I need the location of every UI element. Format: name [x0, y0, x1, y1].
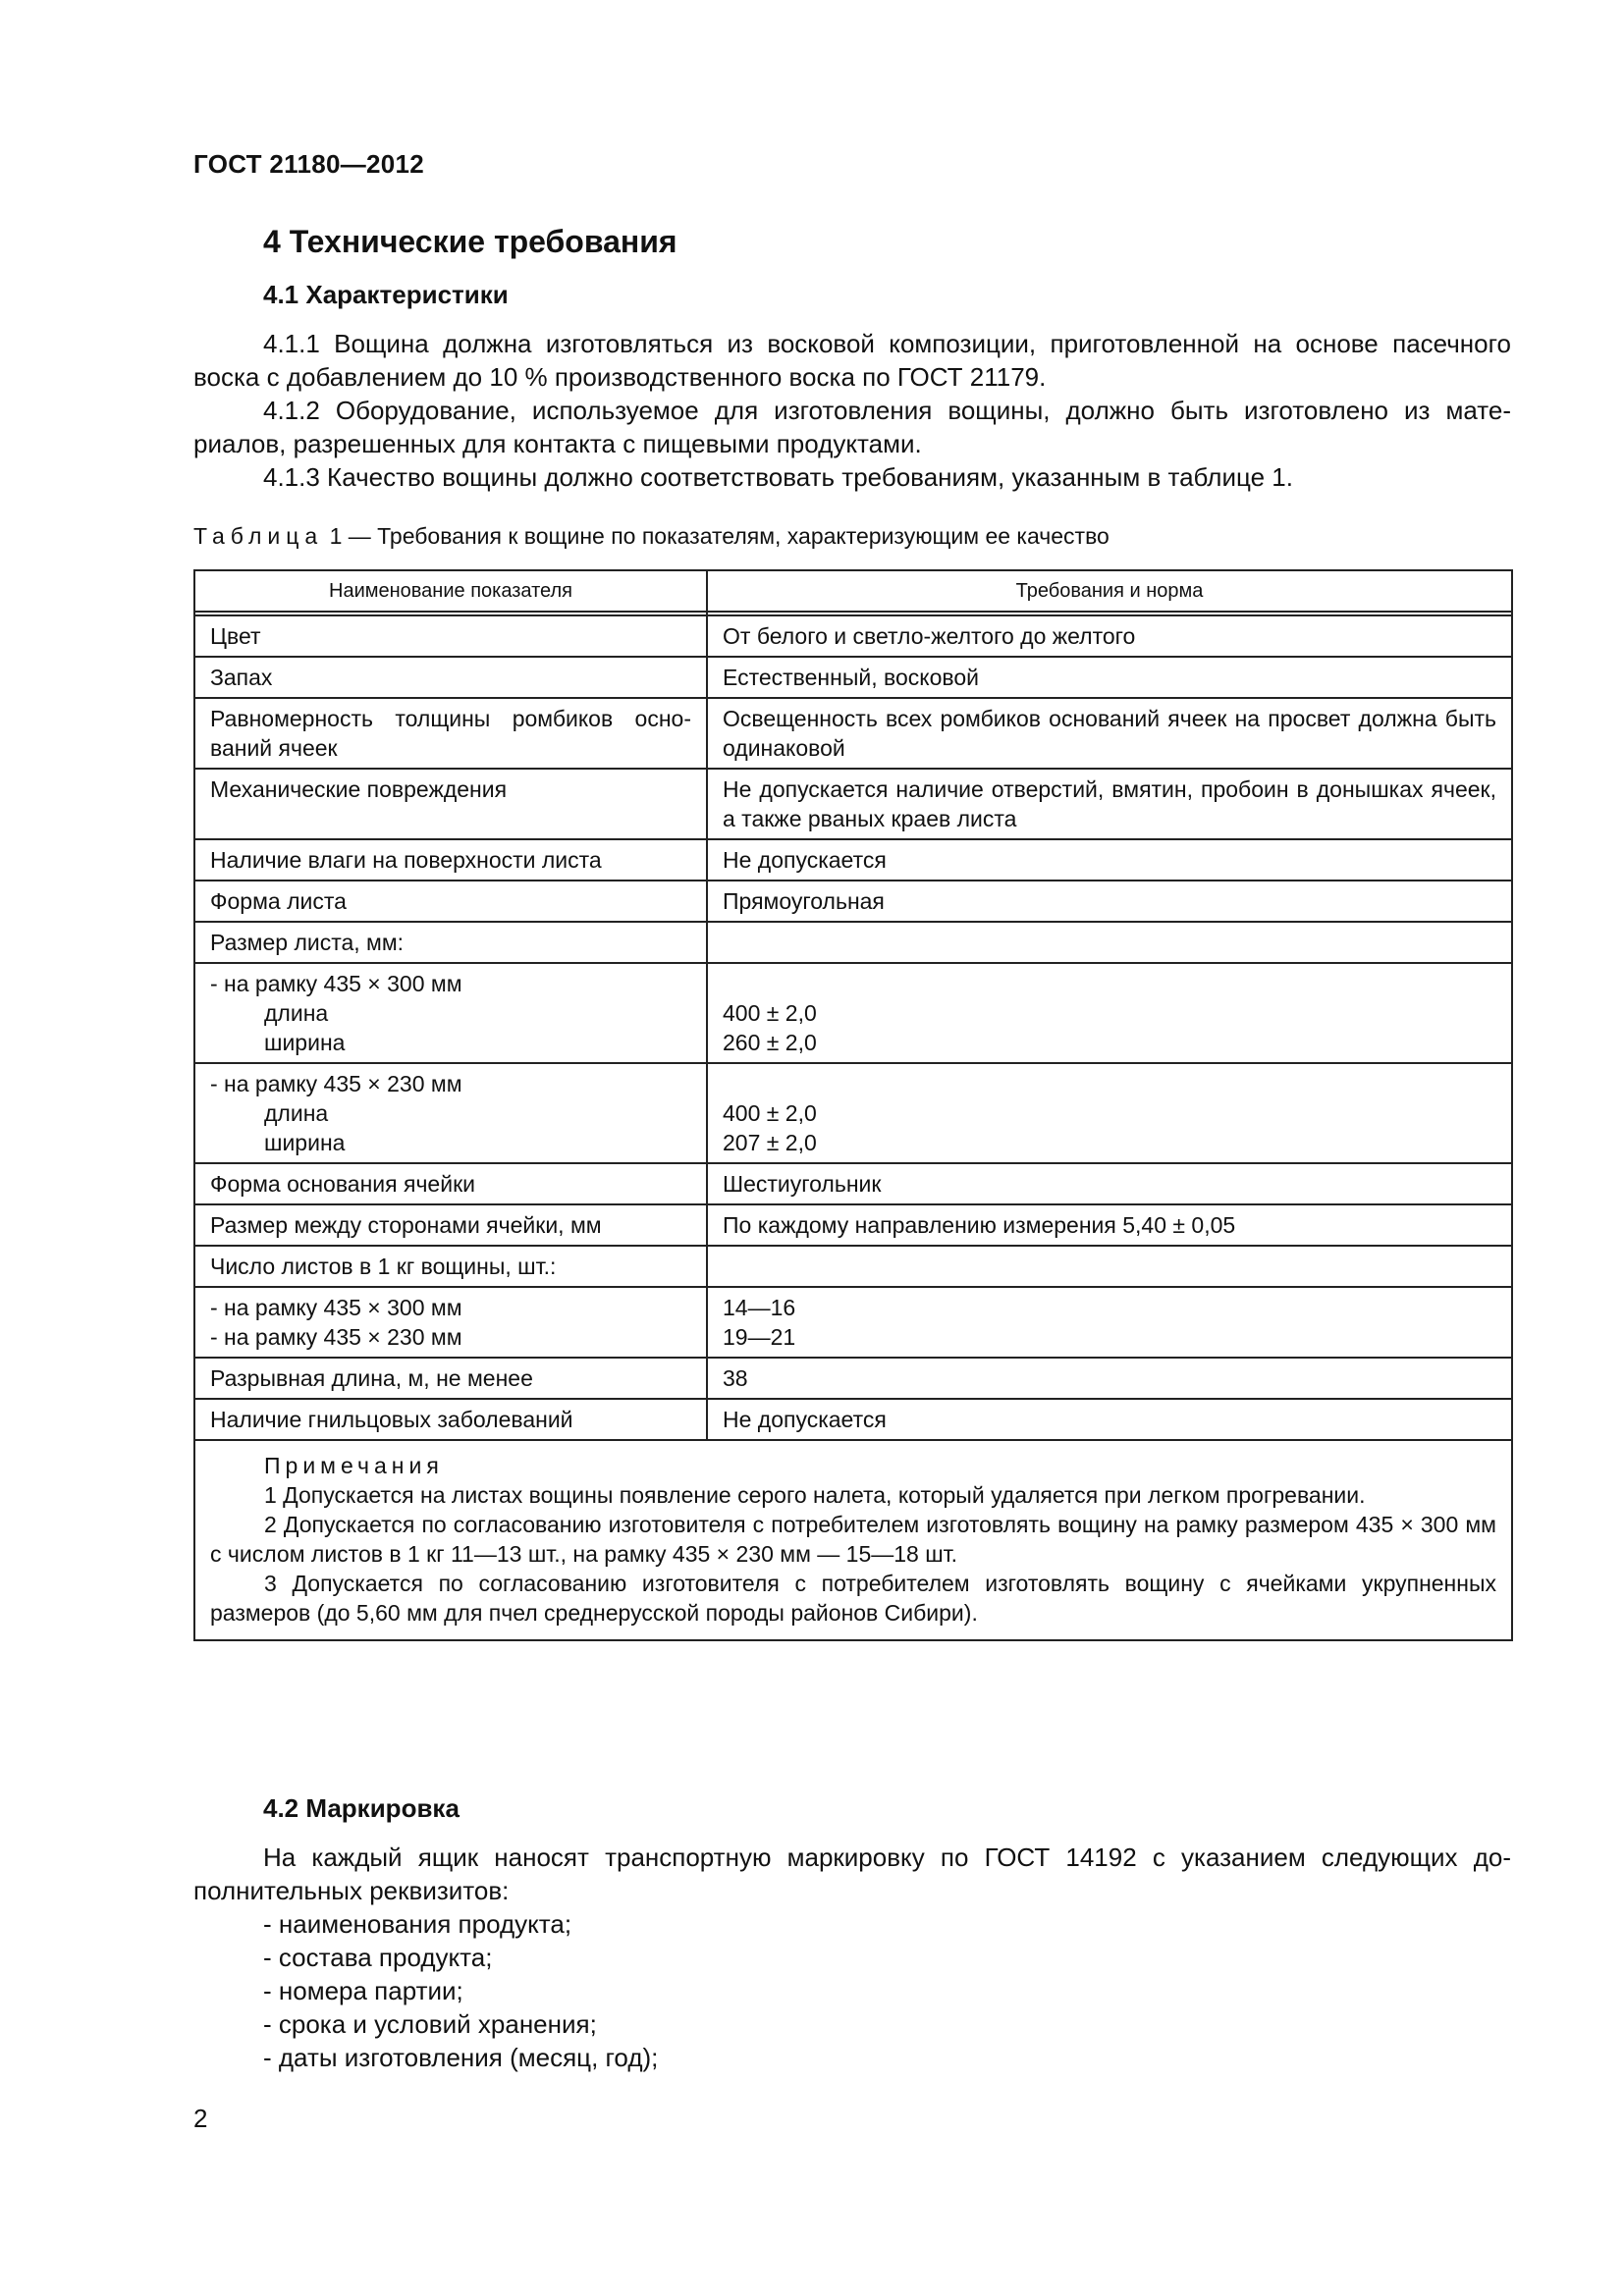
indicator-cell: Форма листа: [194, 881, 707, 922]
table-notes-row: [194, 1440, 1512, 1640]
subsection-title-marking: 4.2 Маркировка: [263, 1793, 460, 1823]
note-3: 3 Допускается по согласованию изготовителя с потребителем изготовлять вощину с ячейками укрупненных размеров (до 5,60 мм для пчел среднерусской породы районов Сибири).: [210, 1571, 1496, 1626]
marking-list-item: - наименования продукта;: [263, 1909, 572, 1939]
column-header-requirement: Требования и норма: [707, 570, 1512, 612]
requirement-cell: [707, 1063, 1512, 1163]
requirement-cell: [707, 1287, 1512, 1358]
count-value: 19—21: [723, 1324, 796, 1350]
indicator-cell: [194, 1063, 707, 1163]
table-caption-text: 1 — Требования к вощине по показателям, характеризующим ее качество: [323, 523, 1110, 549]
frame-label: - на рамку 435 × 230 мм: [210, 1324, 462, 1350]
indicator-cell: Число листов в 1 кг вощины, шт.:: [194, 1246, 707, 1287]
table-row: [194, 881, 1512, 922]
requirement-cell: Прямоугольная: [707, 881, 1512, 922]
length-value: 400 ± 2,0: [723, 1000, 817, 1026]
count-value: 14—16: [723, 1295, 796, 1320]
indicator-cell: [194, 963, 707, 1063]
note-1: 1 Допускается на листах вощины появление серого налета, который удаляется при легком прогревании.: [264, 1482, 1366, 1508]
table-caption-label: Таблица: [193, 523, 324, 549]
table-row: [194, 922, 1512, 963]
requirement-cell: Шестиугольник: [707, 1163, 1512, 1204]
indicator-cell: Запах: [194, 657, 707, 698]
indicator-cell: Наличие влаги на поверхности листа: [194, 839, 707, 881]
width-value: 207 ± 2,0: [723, 1130, 817, 1155]
indicator-cell: Наличие гнильцовых заболеваний: [194, 1399, 707, 1440]
requirement-cell: От белого и светло-желтого до желтого: [707, 615, 1512, 657]
marking-list-item: - состава продукта;: [263, 1943, 493, 1972]
marking-list-item: - номера партии;: [263, 1976, 463, 2005]
width-label: ширина: [264, 1030, 346, 1055]
table-row: [194, 769, 1512, 839]
table-header-row: [194, 570, 1512, 612]
table-caption: [193, 523, 1110, 550]
subsection-title-characteristics: 4.1 Характеристики: [263, 280, 509, 309]
paragraph-4-1-3-text: 4.1.3 Качество вощины должно соответствовать требованиям, указанным в таблице 1.: [263, 462, 1293, 492]
table-row: [194, 1399, 1512, 1440]
width-value: 260 ± 2,0: [723, 1030, 817, 1055]
table-row-frame-435x230-size: [194, 1063, 1512, 1163]
marking-list-item: - срока и условий хранения;: [263, 2009, 597, 2039]
paragraph-4-1-2: [193, 394, 1511, 460]
width-label: ширина: [264, 1130, 346, 1155]
paragraph-4-1-3: [193, 460, 1511, 494]
table-row: [194, 1204, 1512, 1246]
indicator-cell: Цвет: [194, 615, 707, 657]
table-row: [194, 615, 1512, 657]
paragraph-4-1-2-text: 4.1.2 Оборудование, используемое для изготовления вощины, должно быть изготовлено из мате- риалов, разрешенных для контакта с пищевыми продуктами.: [193, 396, 1511, 458]
frame-label: - на рамку 435 × 300 мм: [210, 971, 462, 996]
requirement-cell: По каждому направлению измерения 5,40 ± 0,05: [707, 1204, 1512, 1246]
indicator-cell: Механические повреждения: [194, 769, 707, 839]
column-header-indicator: Наименование показателя: [194, 570, 707, 612]
marking-list-item: - даты изготовления (месяц, год);: [263, 2043, 659, 2072]
length-value: 400 ± 2,0: [723, 1100, 817, 1126]
table-notes: [194, 1440, 1512, 1640]
indicator-cell: Размер листа, мм:: [194, 922, 707, 963]
table-row-sheet-count: [194, 1287, 1512, 1358]
notes-title: Примечания: [264, 1453, 444, 1478]
requirement-cell: Не допускается: [707, 839, 1512, 881]
table-row: [194, 1358, 1512, 1399]
length-label: длина: [264, 1100, 329, 1126]
requirement-cell: [707, 1246, 1512, 1287]
requirement-cell: Естественный, восковой: [707, 657, 1512, 698]
requirement-cell: Не допускается наличие отверстий, вмятин, пробоин в донышках ячеек, а также рваных краев листа: [707, 769, 1512, 839]
table-row: [194, 839, 1512, 881]
indicator-cell: Форма основания ячейки: [194, 1163, 707, 1204]
requirement-cell: Не допускается: [707, 1399, 1512, 1440]
table-row: [194, 657, 1512, 698]
paragraph-4-1-1-text: 4.1.1 Вощина должна изготовляться из восковой композиции, приготовленной на основе пасечного воска с добавлением до 10 % производственного воска по ГОСТ 21179.: [193, 329, 1511, 392]
frame-label: - на рамку 435 × 230 мм: [210, 1071, 462, 1096]
indicator-cell: [194, 1287, 707, 1358]
requirement-cell: Освещенность всех ромбиков оснований ячеек на просвет должна быть одинаковой: [707, 698, 1512, 769]
marking-intro: [193, 1841, 1511, 1907]
length-label: длина: [264, 1000, 329, 1026]
requirement-cell: [707, 963, 1512, 1063]
frame-label: - на рамку 435 × 300 мм: [210, 1295, 462, 1320]
marking-intro-text: На каждый ящик наносят транспортную маркировку по ГОСТ 14192 с указанием следующих до- полнительных реквизитов:: [193, 1842, 1511, 1905]
table-row: [194, 1163, 1512, 1204]
standard-code: ГОСТ 21180—2012: [193, 149, 425, 179]
table-row-frame-435x300-size: [194, 963, 1512, 1063]
indicator-cell: Равномерность толщины ромбиков осно- ваний ячеек: [194, 698, 707, 769]
section-title: 4 Технические требования: [263, 224, 677, 259]
requirement-cell: [707, 922, 1512, 963]
page-number: 2: [193, 2104, 208, 2133]
table-row: [194, 1246, 1512, 1287]
requirements-table: [193, 569, 1513, 1641]
table-row: [194, 698, 1512, 769]
paragraph-4-1-1: [193, 327, 1511, 394]
requirement-cell: 38: [707, 1358, 1512, 1399]
note-2: 2 Допускается по согласованию изготовителя с потребителем изготовлять вощину на рамку размером 435 × 300 мм с числом листов в 1 кг 11—13 шт., на рамку 435 × 230 мм — 15—18 шт.: [210, 1512, 1496, 1567]
indicator-cell: Размер между сторонами ячейки, мм: [194, 1204, 707, 1246]
indicator-cell: Разрывная длина, м, не менее: [194, 1358, 707, 1399]
